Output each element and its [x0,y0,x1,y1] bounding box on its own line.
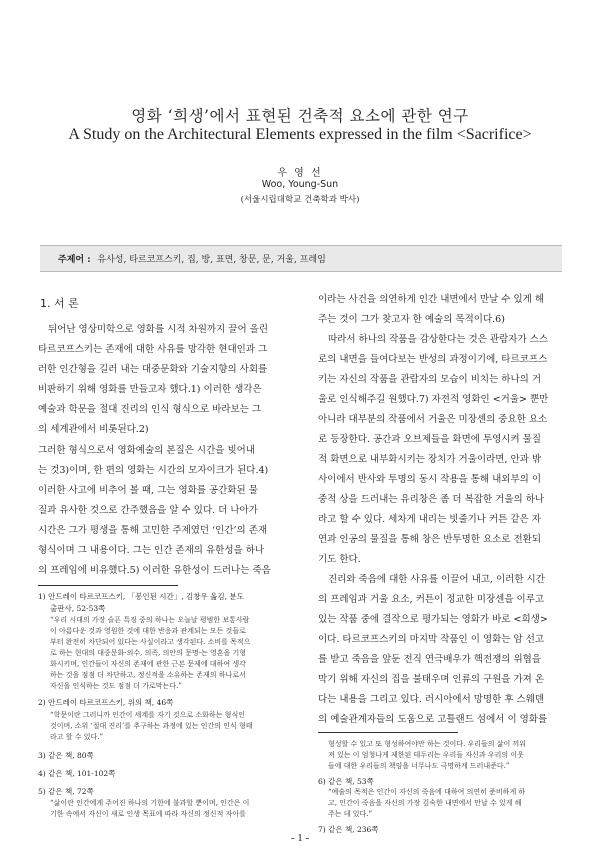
body-line: 울로 인식해주길 원했다.7) 자전적 영화인 <거울> 뿐만 [318,394,549,405]
paper-title-english: A Study on the Architectural Elements expressed in the film <Sacrifice> [68,126,532,143]
body-line: 라고 할 수 있다. 세차게 내리는 빗줄기나 커튼 같은 자 [318,514,541,525]
footnote-rule [38,585,178,586]
body-line: 중적 상을 드러내는 유리창은 좀 더 복잡한 거울의 하나 [318,494,545,505]
body-line: 키는 자신의 작품을 관람자의 모습이 비치는 하나의 거 [318,374,542,385]
body-line: 시간은 그가 평생을 통해 고민한 주제였던 ‘인간’의 존재 [38,525,268,536]
body-line: 따라서 하나의 작품을 감상한다는 것은 관람자가 스스 [328,334,549,345]
keywords-line [58,252,326,265]
footnote-6: 6) 같은 책, 53쪽 [318,777,374,786]
footnote-1-cont: 출판사, 52-53쪽 [50,604,106,613]
body-line: 를 받고 죽음을 앞둔 전직 연극배우가 핵전쟁의 위협을 [318,654,542,665]
page-number: - 1 - [290,832,310,844]
body-line: 비판하기 위해 영화를 만들고자 했다.1) 이러한 생각은 [38,384,262,395]
footnote-5: 5) 같은 책, 72쪽 [38,787,94,796]
author-affiliation: (서울시립대학교 건축학과 박사) [240,195,360,205]
body-line: 질과 유사한 것으로 간주했음을 알 수 있다. 더 나아가 [38,505,258,516]
footnote-quote-line: “삶이란 인간에게 주어진 하나의 기한에 불과할 뿐이며, 인간은 이 [50,799,250,807]
footnote-quote-line: 로 하는 현대의 대중문화-의수, 의족, 의안의 문명-는 영혼을 기형 [50,649,247,657]
footnote-quote-line: 화시키며, 인간들이 자신의 존재에 관한 근본 문제에 대하여 생각 [50,660,246,668]
keywords-list: 유사성, 타르코프스키, 집, 방, 표면, 창문, 문, 거울, 프레임 [97,255,326,265]
body-line: 의 예술관계자들의 도움으로 고틀랜드 섬에서 이 영화를 [318,714,548,725]
body-line: 형식이며 그 내용이다. 그는 인간 존재의 유한성을 하나 [38,545,265,556]
footnote-quote-line: 형성할 수 있고 또 형성하여야만 하는 것이다. 우리들의 삶이 끼워 [328,740,527,748]
body-line: 적 화면으로 내부화시키는 장치가 거울이라면, 안과 밖 [318,454,542,465]
body-line: 이러한 사고에 비추어 볼 때, 그는 영화를 공간화된 물 [38,485,258,496]
footnote-2: 2) 안드레이 타르코프스키, 위의 책, 46쪽 [38,698,174,707]
footnote-7: 7) 같은 책, 236쪽 [318,825,379,834]
body-line: 로 등장한다. 공간과 오브제들을 화면에 투영시켜 물질 [318,434,542,445]
body-line: 의 프레임과 거울 요소, 커튼이 정교한 미장센을 이루고 [318,594,545,605]
body-line: 막기 위해 자신의 집을 불태우며 인류의 구원을 가져 온 [318,674,545,685]
body-line: 의 세계관에서 비롯된다.2) [38,424,149,435]
body-line: 아니라 대부분의 작품에서 거울은 미장센의 중요한 요소 [318,414,548,425]
body-line: 사이에서 반사와 투명의 동시 작용을 통해 내외부의 이 [318,474,542,485]
body-line: 기도 한다. [318,554,361,565]
footnote-quote-line: 이 아름다운 것과 영원한 것에 대한 반응과 관계되는 모든 것들로 [50,627,246,635]
footnote-quote-line: “우리 시대의 가장 슬픈 특징 중의 하나는 오늘날 평범한 보통사람 [50,616,250,624]
body-line: 다는 내용을 그리고 있다. 러시아에서 망명한 후 스웨덴 [318,694,545,705]
body-line: 주는 것이 그가 찾고자 한 예술의 목적이다.6) [318,314,505,325]
body-line: 이라는 사건을 의연하게 인간 내면에서 만날 수 있게 해 [318,294,545,305]
footnote-quote-line: 하는 것을 점점 더 차단하고, 정신적을 소유하는 존재의 하나로서 [50,671,246,679]
body-line: 는 것3)이며, 한 편의 영화는 시간의 모자이크가 된다.4) [38,465,269,476]
author-name-english: Woo, Young-Sun [261,179,339,190]
footnote-rule [318,732,458,733]
footnote-4: 4) 같은 책, 101-102쪽 [38,769,116,778]
body-line: 러한 인간형을 길러 내는 대중문화와 기술지향의 사회를 [38,364,268,375]
body-line: 진리와 죽음에 대한 사유를 이끌어 내고, 이러한 시간 [328,574,545,585]
footnote-quote-line: 고, 인간이 죽음을 자신의 가장 깊숙한 내면에서 만날 수 있게 해 [328,799,522,807]
section-heading-introduction: 1. 서 론 [40,297,79,310]
body-line: 의 프레임에 비유했다.5) 이러한 유한성이 드러나는 죽음 [38,565,271,576]
footnote-quote-line: 기한 속에서 자신이 새로 인생 목표에 따라 자신의 정신적 자아를 [50,810,246,818]
body-line: 예술과 학문을 절대 진리의 인식 형식으로 바라보는 그 [38,404,262,415]
footnote-quote-line: “학문이란 그러니까 인간이 세계를 자기 것으로 소화하는 형식인 [50,711,245,719]
body-line: 뒤어난 영상미학으로 영화를 시적 차원까지 끌어 올린 [48,324,269,335]
paper-title-korean: 영화 ‘희생’에서 표현된 건축적 요소에 관한 연구 [131,107,469,125]
footnote-quote-line: 부터 완전히 차단되어 있다는 사실이라고 생각된다. 소비를 목적으 [50,638,251,646]
footnote-quote-line: “예술의 목적은 인간이 자신의 죽음에 대하여 의연히 준비하게 하 [328,788,526,796]
body-line: 그러한 형식으로서 영화예술의 본질은 시간을 빚어내 [38,445,255,456]
body-line: 로의 내면을 들여다보는 반성의 과정이기에, 타르코프스 [318,354,548,365]
author-name-korean: 우 영 선 [277,168,323,179]
footnote-quote-line: 주는 데 있다.” [328,810,373,818]
footnote-quote-line: 들에 대한 우리들의 책임을 너무나도 극명하게 드러내준다.” [328,762,510,770]
footnote-3: 3) 같은 책, 80쪽 [38,751,94,760]
footnote-quote-line: 것이며, 소위 ‘절대 진리’를 추구하는 과정에 있는 인간의 인식 형태 [50,722,253,730]
body-line: 연과 인공의 물질을 통해 창은 반투명한 요소로 전환되 [318,534,542,545]
body-line: 이다. 타르코프스키의 마지막 작품인 이 영화는 암 선고 [318,634,545,645]
body-line: 타르코프스키는 존재에 대한 사유를 망각한 현대인과 그 [38,344,268,355]
footnote-quote-line: 자신을 인식하는 것도 점점 더 가로막는다.” [50,682,182,690]
footnote-quote-line: 라고 할 수 있다.” [50,733,104,741]
footnote-quote-line: 져 있는 이 엄청나게 제한된 테두리는 우리들 자신과 우리의 이웃 [328,751,524,759]
footnote-1: 1) 안드레이 타르코프스키, 「봉인된 시간」, 김창우 옮김, 분도 [38,592,244,601]
keywords-label: 주제어 : [58,255,91,265]
body-line: 있는 작품 중에 결작으로 평가되는 영화가 바로 <희생> [318,614,548,625]
